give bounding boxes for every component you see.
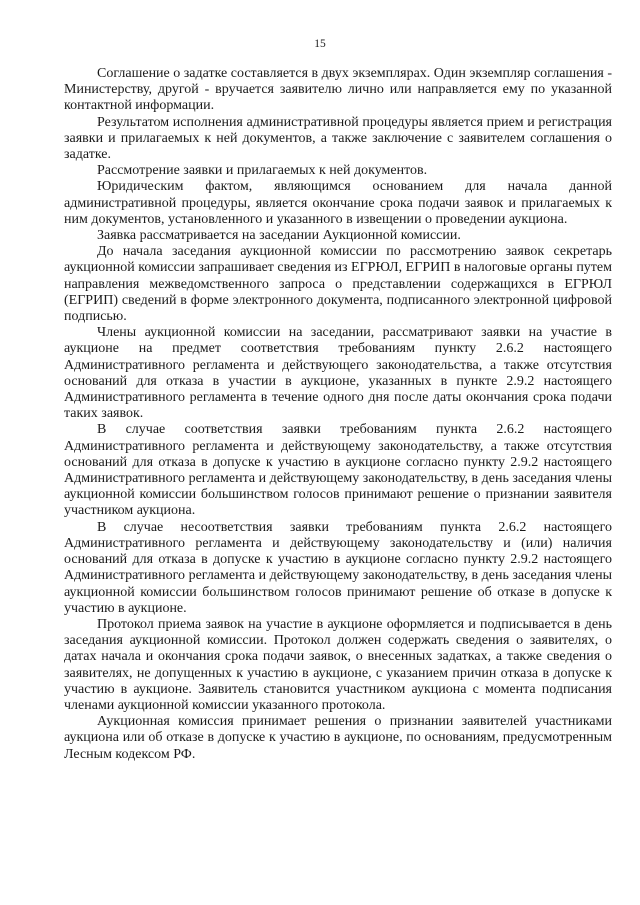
paragraph-commission-meeting: Заявка рассматривается на заседании Аукционной комиссии. (97, 228, 461, 244)
paragraph-secretary-request: До начала заседания аукционной комиссии по рассмотрению заявок секретарь аукционной комиссии запрашивает сведения из ЕГРЮЛ, ЕГРИП в налоговые органы путем направления межведомственного запроса о представлении содержащихся в ЕГРЮЛ (ЕГРИП) сведений в форме электронного документа, подписанного электронной цифровой подписью. (64, 244, 612, 325)
document-body (64, 66, 612, 763)
paragraph-members-review: Члены аукционной комиссии на заседании, рассматривают заявки на участие в аукционе на предмет соответствия требованиям пункту 2.6.2 настоящего Административного регламента и действующего законодательства, а также отсутствия оснований для отказа в участии в аукционе, указанных в пункте 2.9.2 настоящего Административного регламента в течение одного дня после даты окончания срока подачи таких заявок. (64, 325, 612, 422)
paragraph-application-review: Рассмотрение заявки и прилагаемых к ней документов. (97, 163, 428, 179)
paragraph-deposit-agreement: Соглашение о задатке составляется в двух экземплярах. Один экземпляр соглашения - Министерству, другой - вручается заявителю лично или направляется ему по указанной контактной информации. (64, 66, 612, 114)
paragraph-compliance-case: В случае соответствия заявки требованиям пункта 2.6.2 настоящего Административного регламента и действующему законодательству, а также отсутствия оснований для отказа в допуске к участию в аукционе согласно пункту 2.9.2 настоящего Административного регламента и действующему законодательству, в день заседания члены аукционной комиссии большинством голосов принимают решение о признании заявителя участником аукциона. (64, 422, 612, 519)
paragraph-procedure-result: Результатом исполнения административной процедуры является прием и регистрация заявки и прилагаемых к ней документов, а также заключение с заявителем соглашения о задатке. (64, 114, 612, 163)
paragraph-legal-fact: Юридическим фактом, являющимся основанием для начала данной административной процедуры, является окончание срока подачи заявок и прилагаемых к ним документов, установленного и указанного в извещении о проведении аукциона. (64, 179, 612, 227)
paragraph-commission-decision: Аукционная комиссия принимает решения о признании заявителей участниками аукциона или об отказе в допуске к участию в аукционе, по основаниям, предусмотренным Лесным кодексом РФ. (64, 714, 612, 762)
paragraph-protocol: Протокол приема заявок на участие в аукционе оформляется и подписывается в день заседания аукционной комиссии. Протокол должен содержать сведения о заявителях, о датах начала и окончания срока подачи заявок, о внесенных задатках, а также сведения о заявителях, не допущенных к участию в аукционе, с указанием причин отказа в допуске к участию в аукционе. Заявитель становится участником аукциона с момента подписания членами аукционной комиссии указанного протокола. (64, 616, 612, 713)
paragraph-noncompliance-case: В случае несоответствия заявки требованиям пункта 2.6.2 настоящего Административного регламента и действующему законодательству и (или) наличия оснований для отказа в допуске к участию в аукционе согласно пункту 2.9.2 настоящего Административного регламента и действующему законодательству, в день заседания члены аукционной комиссии большинством голосов принимают решение об отказе в допуске к участию в аукционе. (64, 519, 612, 616)
page-number: 15 (314, 38, 326, 50)
